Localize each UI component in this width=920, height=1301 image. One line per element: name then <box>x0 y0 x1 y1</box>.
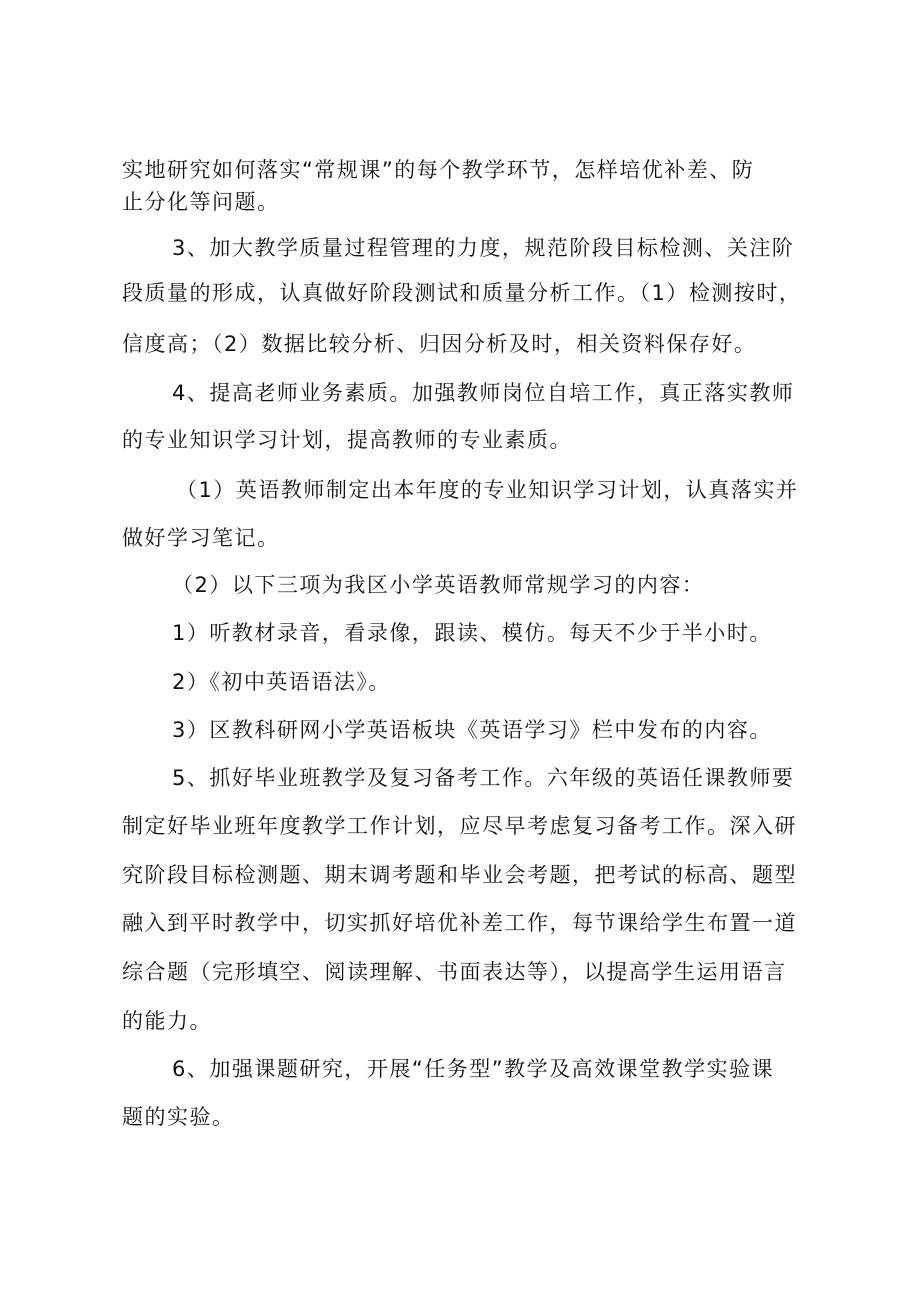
text-line: （2）以下三项为我区小学英语教师常规学习的内容： <box>172 573 705 597</box>
text-line: 4、提高老师业务素质。加强教师岗位自培工作，真正落实教师 <box>172 381 795 405</box>
text-line: 融入到平时教学中，切实抓好培优补差工作，每节课给学生布置一道 <box>122 911 797 935</box>
text-line: 实地研究如何落实“常规课”的每个教学环节，怎样培优补差、防 <box>122 158 755 182</box>
text-line: 做好学习笔记。 <box>122 526 280 550</box>
text-line: 的能力。 <box>122 1009 212 1033</box>
text-line: 信度高；（2）数据比较分析、归因分析及时，相关资料保存好。 <box>122 332 757 356</box>
text-line: 究阶段目标检测题、期末调考题和毕业会考题，把考试的标高、题型 <box>122 863 797 887</box>
text-line: 的专业知识学习计划，提高教师的专业素质。 <box>122 428 572 452</box>
text-line: 段质量的形成，认真做好阶段测试和质量分析工作。（1）检测按时， <box>122 281 802 305</box>
text-line: 止分化等问题。 <box>122 190 280 214</box>
text-line: 6、加强课题研究，开展“任务型”教学及高效课堂教学实验课 <box>172 1057 775 1081</box>
text-line: 题的实验。 <box>122 1105 235 1129</box>
text-line: 综合题（完形填空、阅读理解、书面表达等），以提高学生运用语言 <box>122 960 787 984</box>
text-line: 5、抓好毕业班教学及复习备考工作。六年级的英语任课教师要 <box>172 766 795 790</box>
text-line: 制定好毕业班年度教学工作计划，应尽早考虑复习备考工作。深入研 <box>122 814 797 838</box>
text-line: 2）《初中英语语法》。 <box>172 670 391 694</box>
text-line: 1）听教材录音，看录像，跟读、模仿。每天不少于半小时。 <box>172 621 772 645</box>
text-line: 3、加大教学质量过程管理的力度，规范阶段目标检测、关注阶 <box>172 236 795 260</box>
text-line: 3）区教科研网小学英语板块《英语学习》栏中发布的内容。 <box>172 718 772 742</box>
text-line: （1）英语教师制定出本年度的专业知识学习计划，认真落实并 <box>176 478 799 502</box>
